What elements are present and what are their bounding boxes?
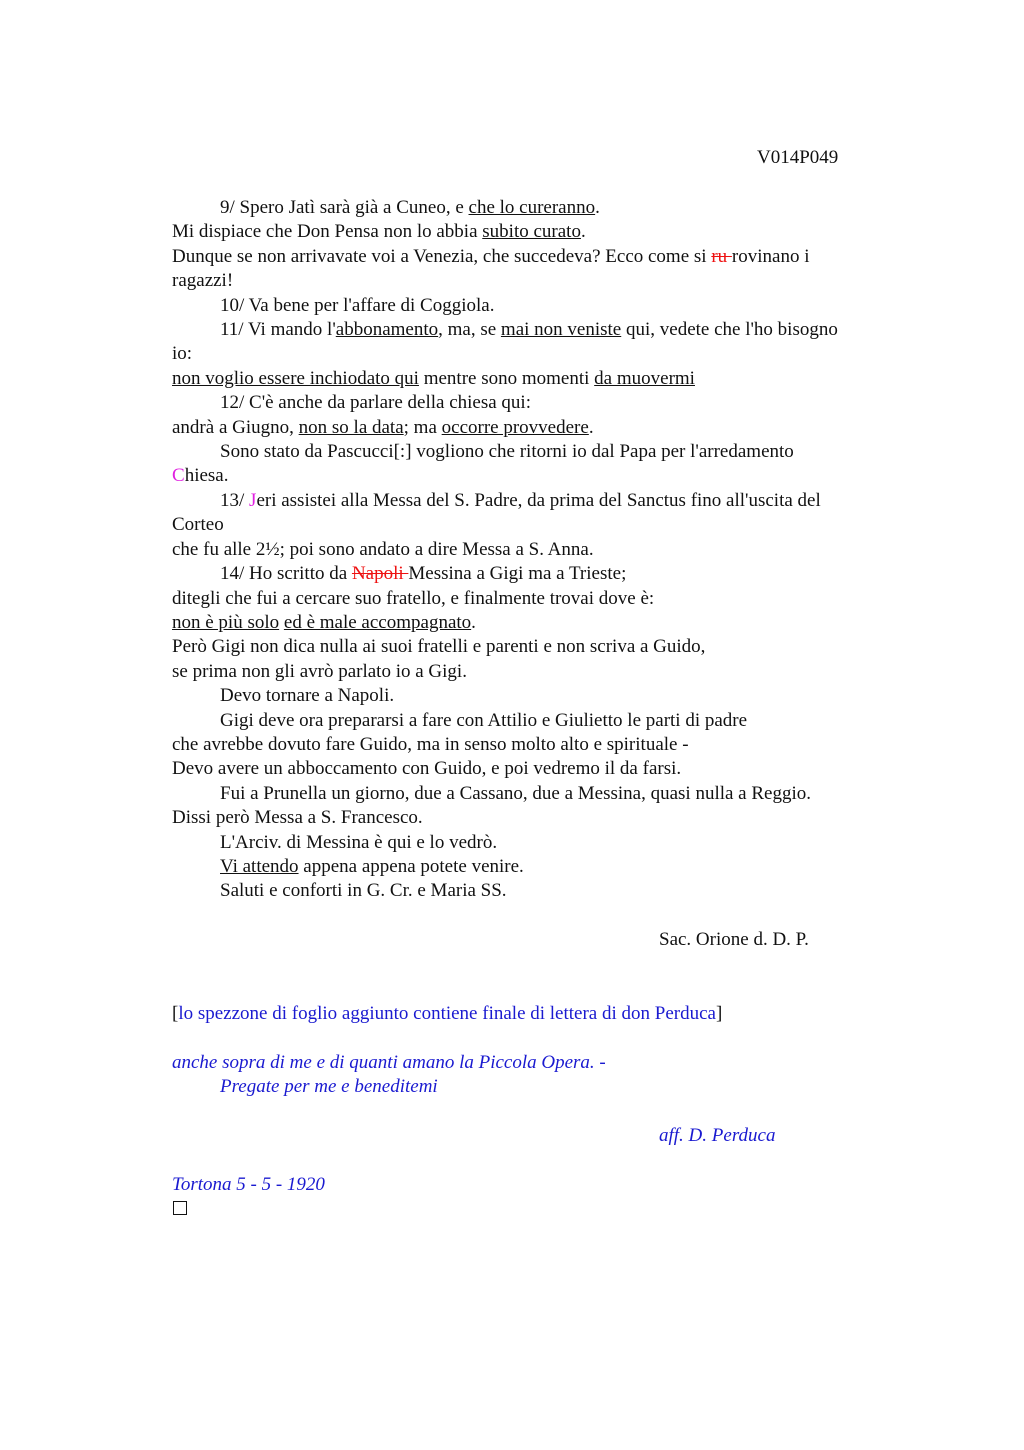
underlined-text: abbonamento	[335, 319, 439, 341]
underlined-text: occorre provvedere	[441, 416, 589, 438]
postscript-line: anche sopra di me e di quanti amano la Piccola Opera. -	[172, 1052, 606, 1073]
letter-line: andrà a Giugno, non so la data; ma occorre provvedere.	[172, 416, 594, 438]
highlighted-letter: J	[249, 489, 257, 511]
letter-line: ditegli che fui a cercare suo fratello, e finalmente trovai dove è:	[172, 587, 655, 609]
letter-line: Mi dispiace che Don Pensa non lo abbia subito curato.	[172, 221, 586, 243]
letter-line: 10/ Va bene per l'affare di Coggiola.	[220, 294, 495, 316]
letter-line: 9/ Spero Jatì sarà già a Cuneo, e che lo cureranno.	[220, 197, 600, 218]
letter-body	[172, 196, 912, 904]
letter-line: che avrebbe dovuto fare Guido, ma in senso molto alto e spirituale -	[172, 733, 689, 755]
letter-line: che fu alle 2½; poi sono andato a dire Messa a S. Anna.	[172, 538, 594, 560]
postscript-line: Pregate per me e beneditemi	[220, 1076, 438, 1098]
letter-line: Saluti e conforti in G. Cr. e Maria SS.	[220, 880, 507, 902]
deleted-text: Napoli	[351, 563, 409, 585]
letter-line: Devo avere un abboccamento con Guido, e poi vedremo il da farsi.	[172, 758, 682, 780]
underlined-text: non voglio essere inchiodato qui	[172, 367, 419, 389]
letter-line: Gigi deve ora prepararsi a fare con Attilio e Giulietto le parti di padre	[220, 709, 748, 731]
underlined-text: non è più solo	[172, 611, 280, 633]
letter-line: non voglio essere inchiodato qui mentre sono momenti da muovermi	[172, 367, 695, 389]
letter-line: Devo tornare a Napoli.	[220, 685, 395, 707]
letter-line: Vi attendo appena appena potete venire.	[220, 855, 524, 877]
letter-line: Fui a Prunella un giorno, due a Cassano, due a Messina, quasi nulla a Reggio.	[220, 782, 812, 804]
letter-line: ragazzi!	[172, 270, 234, 292]
postscript	[172, 1051, 606, 1100]
letter-line: Corteo	[172, 514, 224, 536]
page-id: V014P049	[757, 147, 839, 168]
underlined-text: da muovermi	[594, 367, 695, 389]
underlined-text: subito curato	[482, 221, 581, 243]
underlined-text: mai non veniste	[500, 319, 622, 341]
highlighted-letter: C	[172, 465, 185, 487]
underlined-text: Vi attendo	[220, 855, 299, 877]
letter-signature: Sac. Orione d. D. P.	[659, 929, 809, 950]
letter-line: io:	[172, 343, 193, 365]
underlined-text: che lo cureranno	[468, 197, 596, 218]
underlined-text: non so la data	[298, 416, 404, 438]
letter-line: Però Gigi non dica nulla ai suoi fratelli e parenti e non scriva a Guido,	[172, 636, 706, 658]
letter-line: non è più solo ed è male accompagnato.	[172, 611, 476, 633]
postscript-date: Tortona 5 - 5 - 1920	[172, 1174, 325, 1195]
checkbox-icon	[173, 1201, 187, 1215]
letter-line: 12/ C'è anche da parlare della chiesa qui:	[220, 392, 531, 414]
letter-line: 14/ Ho scritto da Napoli Messina a Gigi ma a Trieste;	[220, 563, 627, 585]
editor-note: [lo spezzone di foglio aggiunto contiene finale di lettera di don Perduca]	[172, 1003, 723, 1024]
deleted-text: ru	[711, 245, 732, 267]
postscript-signature: aff. D. Perduca	[659, 1125, 776, 1146]
letter-line: Dissi però Messa a S. Francesco.	[172, 807, 423, 829]
letter-line: Chiesa.	[172, 465, 229, 487]
letter-line: Dunque se non arrivavate voi a Venezia, che succedeva? Ecco come si ru rovinano i	[172, 245, 810, 267]
letter-line: Sono stato da Pascucci[:] vogliono che ritorni io dal Papa per l'arredamento	[220, 441, 794, 463]
letter-line: 13/ Jeri assistei alla Messa del S. Padre, da prima del Sanctus fino all'uscita del	[220, 489, 821, 511]
letter-line: se prima non gli avrò parlato io a Gigi.	[172, 660, 467, 682]
underlined-text: ed è male accompagnato	[283, 611, 472, 633]
letter-line: L'Arciv. di Messina è qui e lo vedrò.	[220, 831, 498, 853]
letter-line: 11/ Vi mando l'abbonamento, ma, se mai non veniste qui, vedete che l'ho bisogno	[220, 319, 838, 341]
